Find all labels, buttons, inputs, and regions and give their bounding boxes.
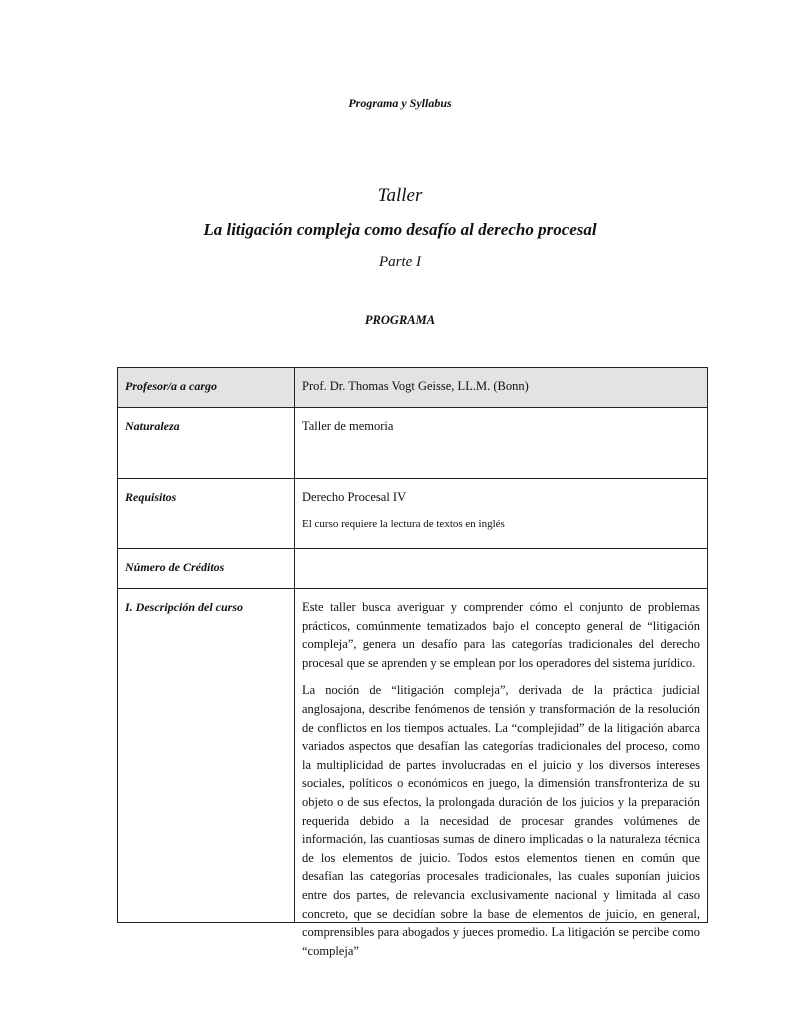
- table-row-description: [118, 589, 708, 923]
- course-title: La litigación compleja como desafío al derecho procesal: [203, 220, 597, 239]
- requirements-label: Requisitos: [118, 479, 295, 549]
- table-row-professor: [118, 368, 708, 408]
- nature-value: Taller de memoria: [295, 408, 708, 479]
- requirements-value: Derecho Procesal IV: [302, 490, 407, 504]
- description-paragraph-1: Este taller busca averiguar y comprender cómo el conjunto de problemas prácticos, comúnmente tematizados bajo el concepto general de “litigación compleja”, genera un desafío para las categorías tradicionales del derecho procesal que se aprenden y se emplean por los operadores del sistema jurídico.: [302, 600, 700, 670]
- table-row-credits: [118, 549, 708, 589]
- requirements-cell: [295, 479, 708, 549]
- requirements-note: El curso requiere la lectura de textos en inglés: [302, 517, 505, 530]
- professor-label: Profesor/a a cargo: [118, 368, 295, 408]
- program-table: [117, 367, 708, 958]
- professor-value: Prof. Dr. Thomas Vogt Geisse, LL.M. (Bonn): [295, 368, 708, 408]
- course-part: Parte I: [378, 254, 422, 270]
- section-title: PROGRAMA: [364, 313, 436, 327]
- nature-label: Naturaleza: [118, 408, 295, 479]
- description-cell: [295, 589, 708, 958]
- credits-value: [295, 549, 708, 589]
- description-label: I. Descripción del curso: [118, 589, 295, 923]
- document-header: Programa y Syllabus: [348, 96, 452, 110]
- table-row-nature: [118, 408, 708, 479]
- description-paragraph-2: La noción de “litigación compleja”, derivada de la práctica judicial anglosajona, describe fenómenos de tensión y transformación de la resolución de conflictos en los tiempos actuales. La “complejidad” de la litigación abarca variados aspectos que desafían las categorías tradicionales del proceso, como la multiplicidad de partes involucradas en el juicio y los diversos intereses sociales, políticos o económicos en juego, la dimensión transfronteriza de su objeto o de sus efectos, la prolongada duración de los juicios y la preparación requerida debido a la necesidad de procesar grandes volúmenes de información, las cuantiosas sumas de dinero implicadas o la naturaleza técnica de los elementos de juicio. Todos estos elementos tienen en común que desafían las categorías procesales tradicionales, las cuales suponían juicios entre dos partes, de relevancia exclusivamente nacional y limitada al caso concreto, que se decidían sobre la base de elementos de juicio, en general, comprensibles para abogados y jueces promedio. La litigación se percibe como “compleja”: [302, 683, 700, 958]
- credits-label: Número de Créditos: [118, 549, 295, 589]
- course-type-title: Taller: [377, 185, 423, 206]
- table-row-requirements: [118, 479, 708, 549]
